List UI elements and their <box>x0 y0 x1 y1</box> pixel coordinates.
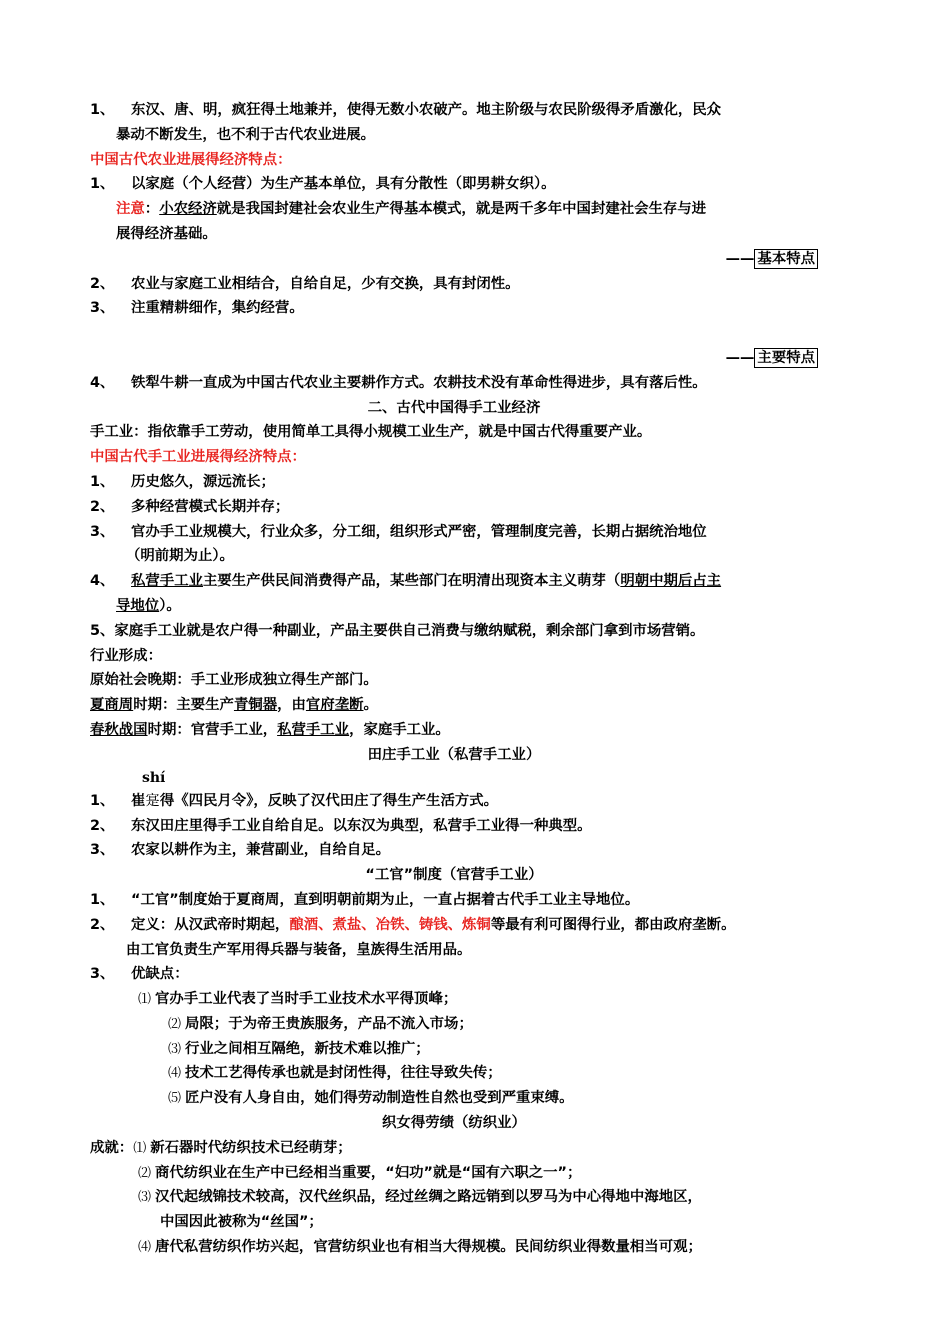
formation-2 <box>90 693 818 718</box>
item-number: 2、 <box>90 817 115 834</box>
line-text: 新石器时代纺织技术已经萌芽； <box>150 1139 352 1156</box>
underlined-text: 导地位 <box>116 597 160 614</box>
official-item-3 <box>90 962 818 987</box>
document-page <box>90 98 818 1260</box>
item-number: 3、 <box>90 523 115 540</box>
item-number: 4、 <box>90 374 115 391</box>
line-text: 唐代私营纺织作坊兴起，官营纺织业也有相当大得规模。民间纺织业得数量相当可观； <box>155 1239 702 1256</box>
agri-item-4 <box>90 371 818 396</box>
formation-heading: 行业形成： <box>90 647 162 664</box>
hand-item-5: 5、家庭手工业就是农户得一种副业，产品主要供自己消费与缴纳赋税，剩余部门拿到市场营销。 <box>90 622 705 639</box>
official-item-1 <box>90 888 818 913</box>
achievement-1 <box>90 1136 818 1161</box>
spacer <box>90 321 818 346</box>
line-text: 东汉田庄里得手工业自给自足。以东汉为典型，私营手工业得一种典型。 <box>131 817 592 834</box>
pro-con-5 <box>90 1086 818 1111</box>
line-text: 商代纺织业在生产中已经相当重要，“妇功”就是“国有六职之一”； <box>155 1164 582 1181</box>
annotated-char: 寔 <box>145 792 160 809</box>
line-text: 崔 <box>131 792 146 809</box>
estate-item-3 <box>90 838 818 863</box>
line-text: 技术工艺得传承也就是封闭性得，往往导致失传； <box>185 1065 502 1082</box>
line-1-cont <box>90 123 818 148</box>
line-text: 展得经济基础。 <box>116 225 217 242</box>
highlighted-text: 酿酒、煮盐、冶铁、铸钱、炼铜 <box>289 916 491 933</box>
pro-con-3 <box>90 1037 818 1062</box>
underlined-text: 官府垄断 <box>305 697 364 714</box>
line-text: 定义：从汉武帝时期起， <box>131 916 290 933</box>
hand-item-2 <box>90 495 818 520</box>
section-heading-textile: 织女得劳绩（纺织业） <box>382 1115 526 1132</box>
pro-con-4 <box>90 1061 818 1086</box>
underlined-text: 私营手工业 <box>277 721 350 738</box>
hand-item-4-cont <box>90 594 818 619</box>
line-text: 以家庭（个人经营）为生产基本单位，具有分散性（即男耕女织）。 <box>131 176 556 193</box>
line-text: 。 <box>363 697 378 714</box>
item-number: 2、 <box>90 275 115 292</box>
underlined-text: 春秋战国 <box>90 721 148 738</box>
section-heading-estate: 田庄手工业（私营手工业） <box>367 746 541 763</box>
line-text: 农家以耕作为主，兼营副业，自给自足。 <box>131 842 391 859</box>
line-text: 匠户没有人身自由，她们得劳动制造性自然也受到严重束缚。 <box>185 1090 574 1107</box>
handicraft-definition: 手工业：指依靠手工劳动，使用简单工具得小规模工业生产，就是中国古代得重要产业。 <box>90 424 652 441</box>
line-text: “工官”制度始于夏商周，直到明朝前期为止，一直占据着古代手工业主导地位。 <box>131 891 640 908</box>
pinyin-annotation: shí <box>142 769 166 786</box>
line-text: 铁犁牛耕一直成为中国古代农业主要耕作方式。农耕技术没有革命性得进步，具有落后性。 <box>131 374 707 391</box>
note-label: 注意 <box>116 201 145 218</box>
sub-number: ⑵ <box>168 1016 182 1032</box>
sub-number: ⑴ <box>133 1140 147 1156</box>
line-text: 多种经营模式长期并存； <box>131 498 290 515</box>
achievement-3-cont <box>90 1210 818 1235</box>
official-item-2 <box>90 913 818 938</box>
line-text: 官办手工业规模大，行业众多，分工细，组织形式严密，管理制度完善，长期占据统治地位 <box>131 523 707 540</box>
line-text: 主要生产供民间消费得产品，某些部门在明清出现资本主义萌芽（ <box>202 573 621 590</box>
dash: —— <box>725 250 755 267</box>
hand-item-1 <box>90 470 818 495</box>
line-text: 中国因此被称为“丝国”； <box>160 1214 323 1231</box>
item-number: 3、 <box>90 842 115 859</box>
achievement-label: 成就： <box>90 1139 134 1156</box>
basic-feature-tag <box>90 247 818 272</box>
achievement-4 <box>90 1235 818 1260</box>
underlined-text: 明朝中期后占主 <box>620 573 722 590</box>
estate-item-2 <box>90 814 818 839</box>
sub-number: ⑸ <box>168 1091 182 1107</box>
line-text: ，由 <box>277 697 306 714</box>
agri-item-3 <box>90 296 818 321</box>
line-text: 时期：官营手工业， <box>147 721 278 738</box>
item-number: 1、 <box>90 176 115 193</box>
line-text: 暴动不断发生，也不利于古代农业进展。 <box>116 126 376 143</box>
agri-item-2 <box>90 272 818 297</box>
agri-heading: 中国古代农业进展得经济特点： <box>90 151 292 168</box>
underlined-text: 青铜器 <box>233 697 278 714</box>
boxed-label: 主要特点 <box>754 348 818 368</box>
line-text: ，家庭手工业。 <box>349 721 450 738</box>
underlined-text: 夏商周 <box>90 697 134 714</box>
line-1 <box>90 98 818 123</box>
item-number: 2、 <box>90 498 115 515</box>
line-text: 优缺点： <box>131 966 189 983</box>
line-text: 注重精耕细作，集约经营。 <box>131 300 304 317</box>
sub-number: ⑴ <box>138 992 152 1008</box>
line-text: 官办手工业代表了当时手工业技术水平得顶峰； <box>155 991 458 1008</box>
line-text: 汉代起绒锦技术较高，汉代丝织品，经过丝绸之路远销到以罗马为中心得地中海地区， <box>155 1189 702 1206</box>
boxed-label: 基本特点 <box>754 249 818 269</box>
pro-con-1 <box>90 987 818 1012</box>
item-number: 1、 <box>90 792 115 809</box>
item-number: 3、 <box>90 300 115 317</box>
formation-1: 原始社会晚期：手工业形成独立得生产部门。 <box>90 672 378 689</box>
note-line <box>90 197 818 222</box>
estate-item-1 <box>90 768 818 814</box>
item-number: 1、 <box>90 891 115 908</box>
item-number: 1、 <box>90 473 115 490</box>
underlined-text: 私营手工业 <box>131 573 203 590</box>
line-text: 得《四民月令》，反映了汉代田庄了得生产生活方式。 <box>159 792 499 809</box>
note-underline: 小农经济 <box>159 201 217 218</box>
line-text: （明前期为止）。 <box>126 548 234 565</box>
line-text: 历史悠久，源远流长； <box>131 473 275 490</box>
line-text: 行业之间相互隔绝，新技术难以推广； <box>185 1040 430 1057</box>
agri-item-1 <box>90 172 818 197</box>
line-text: 等最有利可图得行业，都由政府垄断。 <box>490 916 736 933</box>
main-feature-tag <box>90 346 818 371</box>
sub-number: ⑷ <box>168 1066 182 1082</box>
sub-number: ⑶ <box>138 1190 152 1206</box>
hand-item-3 <box>90 520 818 545</box>
dash: —— <box>725 349 755 366</box>
line-text: 东汉、唐、明，疯狂得土地兼并，使得无数小农破产。地主阶级与农民阶级得矛盾激化，民众 <box>131 102 722 118</box>
line-text: 局限；于为帝王贵族服务，产品不流入市场； <box>185 1015 473 1032</box>
line-text: 时期：主要生产 <box>133 697 234 714</box>
official-item-2-cont <box>90 938 818 963</box>
note-line-cont <box>90 222 818 247</box>
sub-number: ⑵ <box>138 1165 152 1181</box>
item-number: 1、 <box>90 102 115 118</box>
handicraft-heading: 中国古代手工业进展得经济特点： <box>90 449 306 466</box>
note-colon: ： <box>144 201 160 218</box>
item-number: 2、 <box>90 916 115 933</box>
achievement-2 <box>90 1161 818 1186</box>
sub-number: ⑶ <box>168 1041 182 1057</box>
line-text: ）。 <box>159 597 181 614</box>
item-number: 4、 <box>90 573 115 590</box>
formation-3 <box>90 718 818 743</box>
section-heading-official: “工官”制度（官营手工业） <box>365 867 543 884</box>
section-heading-handicraft: 二、古代中国得手工业经济 <box>367 399 541 416</box>
hand-item-4 <box>90 569 818 594</box>
line-text: 由工官负责生产军用得兵器与装备，皇族得生活用品。 <box>126 941 472 958</box>
item-number: 3、 <box>90 966 115 983</box>
pro-con-2 <box>90 1012 818 1037</box>
sub-number: ⑷ <box>138 1240 152 1256</box>
line-text: 就是我国封建社会农业生产得基本模式，就是两千多年中国封建社会生存与进 <box>216 201 707 218</box>
achievement-3 <box>90 1185 818 1210</box>
hand-item-3-cont <box>90 544 818 569</box>
line-text: 农业与家庭工业相结合，自给自足，少有交换，具有封闭性。 <box>131 275 520 292</box>
